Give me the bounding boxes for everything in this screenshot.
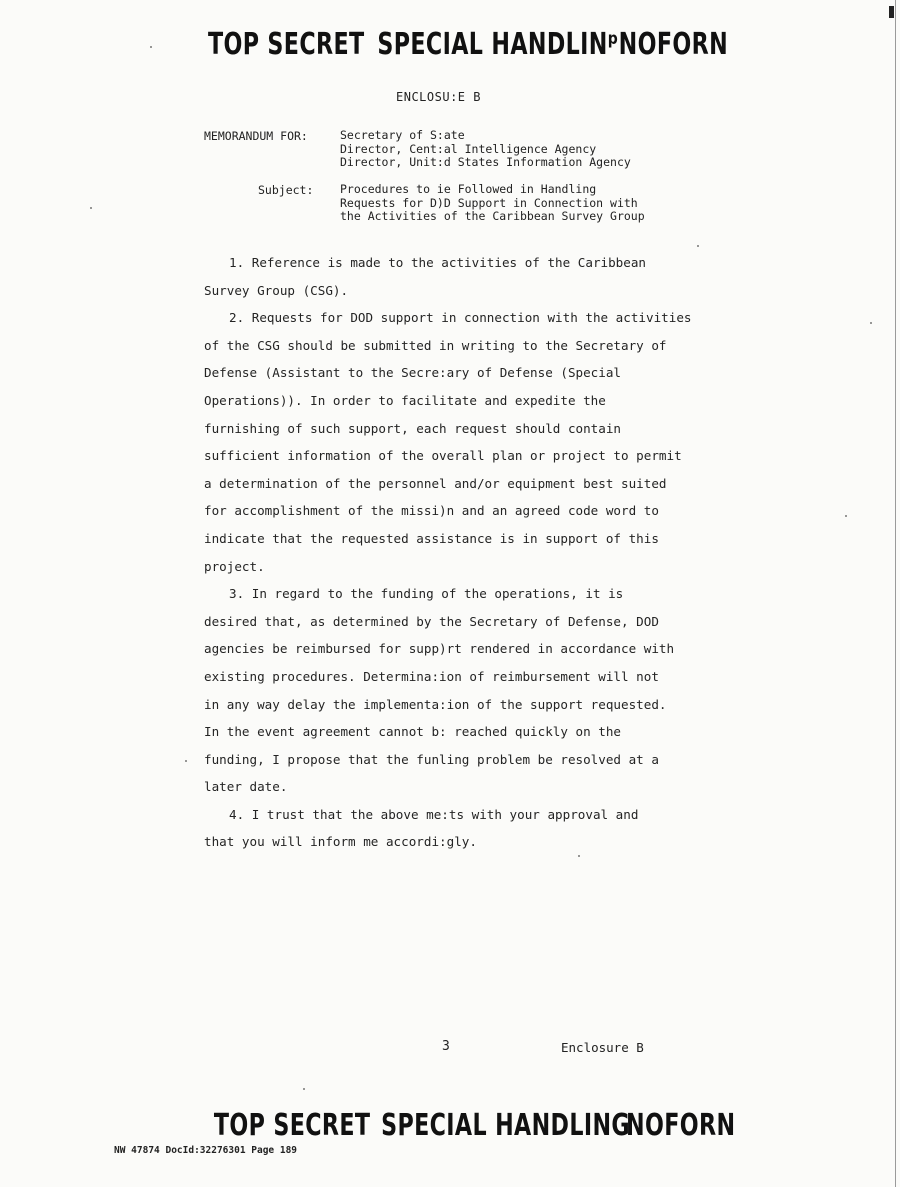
body-line: of the CSG should be submitted in writing to the Secretary of bbox=[204, 337, 667, 353]
document-id-stamp: NW 47874 DocId:32276301 Page 189 bbox=[114, 1145, 298, 1156]
recipient-line: Director, Cent:al Intelligence Agency bbox=[340, 141, 597, 156]
body-line: funding, I propose that the funling problem be resolved at a bbox=[204, 751, 659, 767]
scan-speck bbox=[185, 760, 187, 762]
body-line: furnishing of such support, each request should contain bbox=[204, 420, 622, 436]
scan-corner-mark bbox=[889, 6, 894, 18]
scan-speck bbox=[870, 322, 872, 324]
body-line: 1. Reference is made to the activities of the Caribbean bbox=[229, 255, 647, 270]
body-line: In the event agreement cannot b: reached quickly on the bbox=[204, 724, 622, 740]
handling-text: SPECIAL HANDLING bbox=[381, 1108, 631, 1143]
scan-speck bbox=[578, 855, 580, 857]
body-line: indicate that the requested assistance is in support of this bbox=[204, 530, 659, 546]
recipient-line: Secretary of S:ate bbox=[340, 128, 465, 142]
body-line: Operations)). In order to facilitate and expedite the bbox=[204, 392, 606, 408]
page-number: 3 bbox=[442, 1039, 450, 1054]
scan-speck bbox=[303, 1088, 305, 1090]
body-line: later date. bbox=[204, 779, 288, 795]
subject-line: Procedures to ie Followed in Handling bbox=[340, 182, 597, 196]
body-line: 4. I trust that the above me:ts with your approval and bbox=[229, 806, 639, 822]
memo-recipients bbox=[340, 129, 631, 170]
dissemination-text: NOFORN bbox=[618, 27, 729, 62]
memo-body bbox=[204, 249, 724, 856]
scan-edge-line bbox=[895, 0, 896, 1187]
footer-enclosure-label: Enclosure B bbox=[561, 1040, 644, 1055]
body-line: in any way delay the implementa:ion of the support requested. bbox=[204, 696, 667, 712]
body-line: 2. Requests for DOD support in connection with the activities bbox=[229, 310, 692, 326]
memo-for-label: MEMORANDUM FOR: bbox=[204, 129, 308, 143]
subject-text bbox=[340, 183, 645, 224]
body-line: existing procedures. Determina:ion of reimbursement will not bbox=[204, 668, 659, 684]
scan-speck bbox=[845, 515, 847, 517]
classification-text: TOP SECRET bbox=[207, 27, 365, 62]
body-line: for accomplishment of the missi)n and an agreed code word to bbox=[204, 503, 659, 519]
recipient-line: Director, Unit:d States Information Agency bbox=[340, 155, 631, 169]
body-line: that you will inform me accordi:gly. bbox=[204, 834, 477, 850]
classification-text: TOP SECRET bbox=[213, 1108, 371, 1143]
body-line: desired that, as determined by the Secretary of Defense, DOD bbox=[204, 613, 659, 629]
scan-speck bbox=[90, 207, 92, 209]
subject-line: the Activities of the Caribbean Survey Group bbox=[340, 209, 645, 223]
body-line: Survey Group (CSG). bbox=[204, 282, 349, 298]
scan-speck bbox=[150, 46, 152, 48]
subject-label: Subject: bbox=[258, 183, 314, 197]
enclosure-heading: ENCLOSU:E B bbox=[396, 90, 481, 104]
body-line: agencies be reimbursed for supp)rt rendered in accordance with bbox=[204, 641, 675, 657]
body-line: sufficient information of the overall plan or project to permit bbox=[204, 448, 682, 464]
subject-line: Requests for D)D Support in Connection with bbox=[340, 195, 638, 210]
dissemination-text: NOFORN bbox=[626, 1108, 736, 1143]
scan-speck bbox=[697, 245, 699, 247]
handling-text: SPECIAL HANDLINᵖ bbox=[377, 27, 619, 62]
body-line: a determination of the personnel and/or equipment best suited bbox=[204, 475, 667, 491]
body-line: project. bbox=[204, 558, 265, 574]
body-line: 3. In regard to the funding of the operations, it is bbox=[229, 586, 624, 602]
body-line: Defense (Assistant to the Secre:ary of Defense (Special bbox=[204, 365, 622, 381]
